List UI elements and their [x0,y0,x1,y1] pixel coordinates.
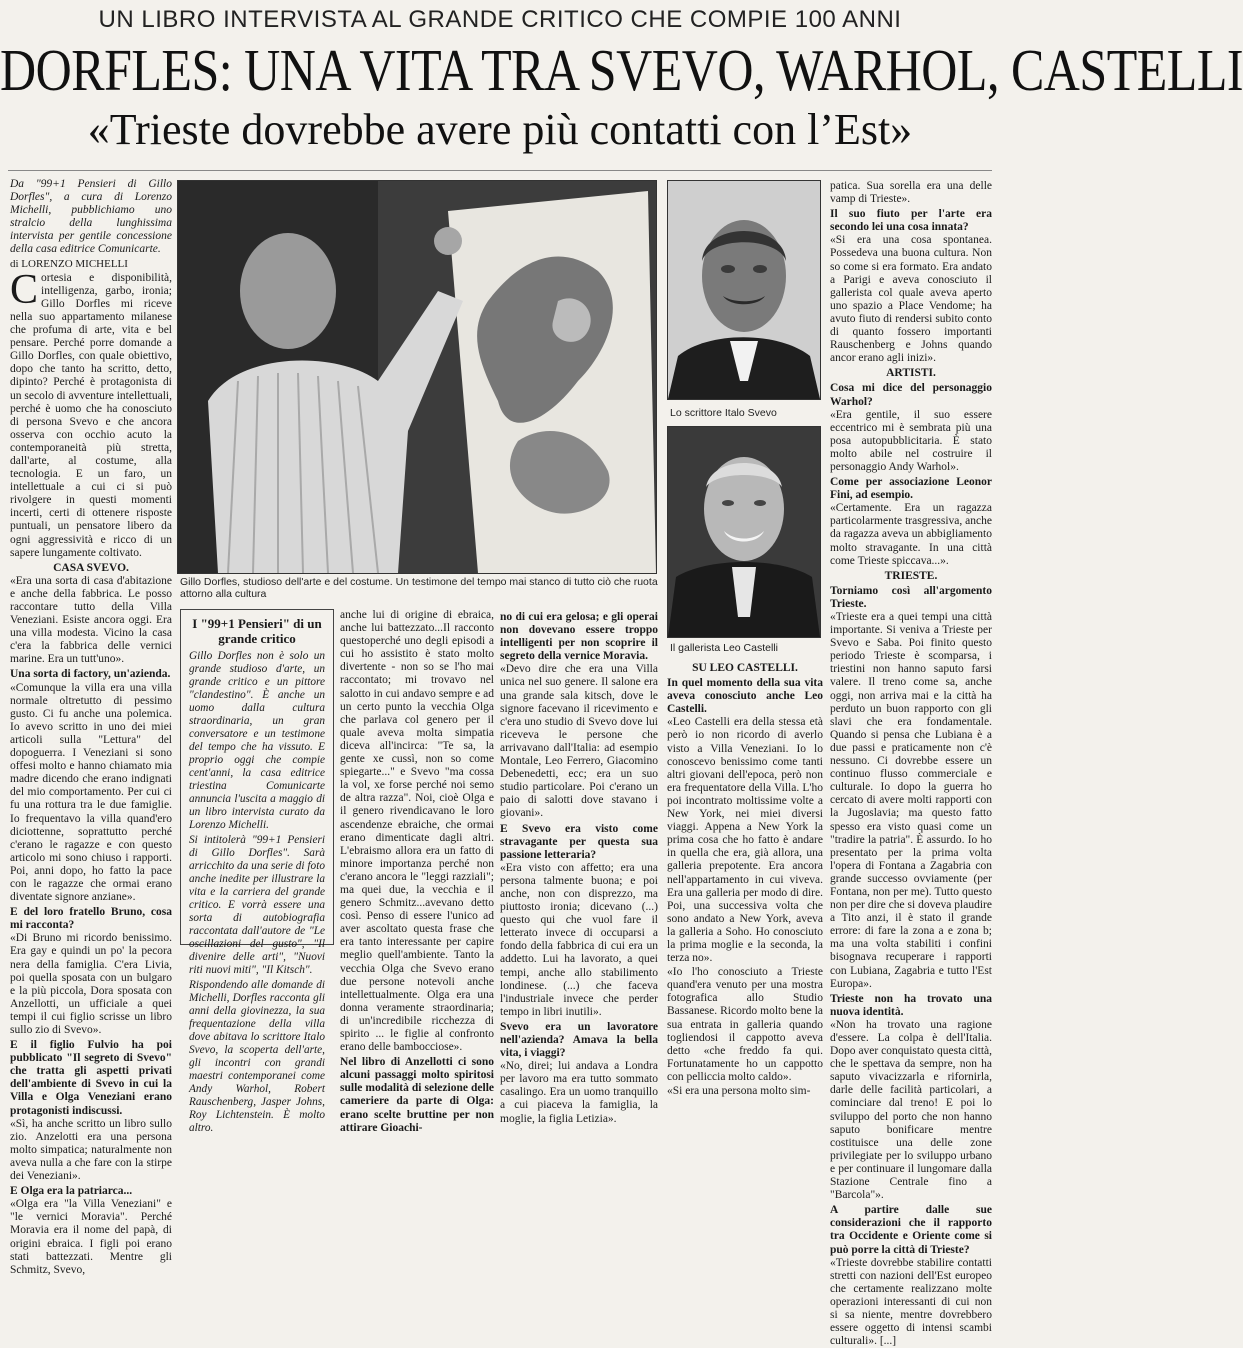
question: E del loro fratello Bruno, cosa mi racconta? [10,906,172,932]
main-photo [177,180,657,574]
box-paragraph: Rispondendo alle domande di Michelli, Dorfles racconta gli anni della giovinezza, la sua frequentazione della villa dove abitava lo scrittore Italo Svevo, la scoperta dell'arte, gli incontri con grandi maestri contemporanei come Andy Warhol, Robert Rauschenberg, Jasper Johns, Roy Lichtenstein. È molto altro. [189,979,325,1134]
portrait-italo-svevo [668,181,820,399]
castelli-photo [667,426,821,638]
paragraph: «Trieste dovrebbe stabilire contatti stretti con nazioni dell'Est europeo che certamente realizzano molte operazioni interessanti di cui non si sa niente, mentre dovrebbero essere oggetto di intensi scambi culturali». [...] [830,1256,992,1348]
paragraph: «Olga era "la Villa Veneziani" e "le vernici Moravia". Perché Moravia era il nome del papà, di origini ebraica. I figli poi erano stati battezzati. Mentre gli Schmitz, Svevo, [10,1198,172,1276]
question: Una sorta di factory, un'azienda. [10,668,171,681]
paragraph: «Si era una cosa spontanea. Possedeva una buona cultura. Non so come si era formato. Era andato a Parigi e aveva conosciuto il gallerista col quale aveva aperto uno spazio a Place Vendome; ha avuto fiuto di rendersi subito conto di quanto fossero importanti Rauschenberg e Johns quando ancor erano agli inizi». [830,234,992,365]
column-1 [10,178,172,1276]
section-heading: TRIESTE. [884,569,938,582]
question: Trieste non ha trovato una nuova identità. [830,992,992,1018]
svevo-photo [667,180,821,400]
paragraph: «Devo dire che era una Villa unica nel suo genere. Il salone era una grande sala kitsch, dove le signore facevano il ricevimento e c'era uno studio di Svevo dove lui riceveva le persone che arrivavano dall'Italia: ad esempio Montale, Leo Ferrero, Giacomino Debenedetti, ecc; era un suo studio particolare. Poi c'erano un paio di salotti dove stavano i giovani». [500,663,658,820]
headline: DORFLES: UNA VITA TRA SVEVO, WARHOL, CASTELLI [0,36,1243,103]
question: Come per associazione Leonor Fini, ad esempio. [830,476,992,502]
question: Cosa mi dice del personaggio Warhol? [830,382,992,408]
paragraph: patica. Sua sorella era una delle vamp di Trieste». [830,180,992,206]
svevo-caption: Lo scrittore Italo Svevo [670,407,777,419]
question: no di cui era gelosa; e gli operai non dovevano essere troppo intelligenti per non scoprire il segreto della vernice Moravia. [500,611,658,663]
paragraph: «Era visto con affetto; era una persona talmente buona; e poi anche, non con disprezzo, ma piuttosto ironia; dicevano (...) questo qui che vuol fare il letterato invece di occuparsi a fondo della fabbrica di cui era un addetto. Lui ha lavorato, a quei tempi, anche allo stabilimento londinese. (...) che faceva l'industriale invece che perder tempo in libri inutili». [500,861,658,1018]
section-heading: CASA SVEVO. [53,561,129,574]
question: In quel momento della sua vita aveva conosciuto anche Leo Castelli. [667,677,823,716]
paragraph: anche lui di origine di ebraica, anche lui battezzato...Il racconto questoperché uno degli episodi a cui ho assistito è stato molto divertente - non so se l'ho mai raccontato; mi trovavo nel salotto in cui andavo sempre e ad un certo punto la vecchia Olga che parlava col genero per il quale aveva molta simpatia diceva all'incirca: "Te sa, la gente xe cussì, non so come spiegarte..." e Svevo "ma cossa la vol, xe forse perché noi semo de altra razza". Noi, cioè Olga e il genero rivendicavano le loro ascendenze ebraiche, che ormai erano dimenticate dagli altri. L'ebraismo allora era un fatto di minore importanza perché non c'erano ancora le "leggi razziali"; ma quei due, la vecchia e il genero Schmitz...avevano detto così. Penso di essere l'unico ad aver ascoltato questa frase che era tanto interessante per capire meglio quell'ambiente. Tanto la vecchia Olga che Svevo erano due persone notevoli anche intellettualmente. Olga era una donna veramente straordinaria; di un'incredibile ricchezza di spirito ... le figlie al confronto erano delle bambocciose». [340,609,494,1054]
section-heading: ARTISTI. [886,367,936,380]
byline: di LORENZO MICHELLI [10,257,128,270]
lead-paragraph: Cortesia e disponibilità, intelligenza, garbo, ironia; Gillo Dorfles mi riceve nella suo appartamento milanese che profuma di arte, vita e bel pensare. Perché porre domande a Gillo Dorfles, con quale obiettivo, dopo che tanto ha scritto, detto, dipinto? Perché è protagonista di un secolo di avventure intellettuali, perché è uomo che ha conosciuto di persona Svevo e che ancora osserva con occhio acuto la contemporaneità più stretta, dall'arte, al costume, alla tecnologia. E un faro, un intellettuale a cui ci si può rivolgere in questi momenti incerti, certi di ottenere risposte puntuali, un pensatore libero da ogni aggressività e ricco di un sapere lungamente coltivato. [10,266,172,559]
question: Il suo fiuto per l'arte era secondo lei una cosa innata? [830,208,992,234]
portrait-leo-castelli [668,427,820,637]
column-4 [500,609,658,1125]
subhead: «Trieste dovrebbe avere più contatti con l’Est» [87,105,913,154]
question: E Svevo era visto come stravagante per questa sua passione letteraria? [500,822,658,861]
intro-text: Da "99+1 Pensieri di Gillo Dorfles", a cura di Lorenzo Michelli, pubblichiamo uno stralcio della lunghissima intervista per gentile concessione della casa editrice Comunicarte. [10,178,172,256]
section-heading: SU LEO CASTELLI. [692,662,798,674]
dropcap: C [10,266,39,313]
paragraph: «Comunque la villa era una villa normale oltretutto di pessimo gusto. Ci fu anche una polemica. Io avevo scritto in uno dei miei articoli sulla "Lettura" del dopoguerra. I Veneziani si sono offesi molto e hanno chiamato mia madre dicendo che erano indignati del mio comportamento. Per cui ci fu una rottura tra le due famiglie. Io frequentavo la villa quand'ero diciottenne, soprattutto perché c'erano le ragazze e con questo articolo mi sono chiuso i rapporti. Poi, anni dopo, ho fatto la pace con le ragazze che ormai erano diventate signore anziane». [10,681,172,904]
paragraph: «Era gentile, il suo essere eccentrico mi è sembrata più una posa autopubblicitaria. È stato molto abile nel costruire il personaggio Andy Warhol». [830,408,992,473]
paragraph: «Sì, ha anche scritto un libro sullo zio. Anzelotti era una persona molto simpatica; naturalmente non aveva nulla a che fare con la stirpe dei Veneziani». [10,1117,172,1183]
book-info-box [180,609,334,1134]
column-6 [830,180,992,1348]
kicker: UN LIBRO INTERVISTA AL GRANDE CRITICO CHE COMPIE 100 ANNI [98,6,902,33]
paragraph: «Era una sorta di casa d'abitazione e anche della fabbrica. Le posso raccontare tutto della Villa Veneziani. Esiste ancora oggi. Era una villa modesta. Vicino la casa c'era la fabbrica delle vernici marine. Era un tutt'uno». [10,574,172,666]
photo-dorfles-with-painting [178,181,656,573]
question: A partire dalle sue considerazioni che il rapporto tra Occidente e Oriente come si può porre la città di Trieste? [830,1204,992,1256]
header-rule [8,170,992,171]
paragraph: «Si era una persona molto sim- [667,1085,811,1097]
box-paragraph: Si intitolerà "99+1 Pensieri di Gillo Dorfles". Sarà arricchito da una serie di foto anche inedite per illustrare la vita e la carriera del grande critico. E vorrà essere una sorta di autobiografia raccontata dall'autore de "Le oscillazioni del gusto", "Il divenire delle arti", "Nuovi riti nuovi miti", "Il Kitsch". [189,834,325,976]
column-5 [667,660,823,1097]
paragraph: «Di Bruno mi ricordo benissimo. Era gay e quindi un po' la pecora nera della famiglia. C'era Livia, poi quella sposata con un bulgaro e la più piccola, Dora sposata con Anzellotti, un ufficiale a quei tempi il cui figlio scrisse un libro sullo zio di Svevo». [10,932,172,1036]
paragraph: «Io l'ho conosciuto a Trieste quand'era venuto per una mostra fotografica allo Studio Bassanese. Ricordo molto bene la sua entrata in galleria quando togliendosi il cappotto aveva detto «che freddo fa qui. Fortunatamente ho un cappotto con pelliccia molto caldo». [667,966,823,1083]
paragraph: «Leo Castelli era della stessa età però io non ricordo di averlo visto a Villa Veneziani. Io lo conoscevo benissimo come tanti altri giovani dell'epoca, però non era frequentatore della Villa. L'ho poi incontrato moltissime volte a New York, nei miei diversi viaggi. Appena a New York la prima cosa che ho fatto è andare in quella che era, già allora, una galleria prepotente. Era ancora nell'appartamento in cui viveva. Era una galleria per modo di dire. Poi, una successiva volta che sono andato a New York, aveva la galleria a Soho. Ho conosciuto la prima moglie e la seconda, la terza no». [667,716,823,965]
question: E il figlio Fulvio ha poi pubblicato "Il segreto di Svevo" che tratta gli aspetti privati dell'ambiente di Svevo in cui la Villa e Olga Veneziani erano protagonisti indiscussi. [10,1039,172,1117]
paragraph: «Non ha trovato una ragione d'essere. La colpa è dell'Italia. Dopo aver conquistato questa città, che le spettava da sempre, non ha saputo vivacizzarla e rifornirla, darle delle facilità particolari, a cominciare dal treno! E poi lo sviluppo del porto che non hanno saputo bonificare mentre costituisce una delle zone privilegiate per lo sviluppo urbano e per continuare il lungomare dalla Stazione Centrale fino a "Barcola"». [830,1018,992,1202]
paragraph: «Trieste era a quei tempi una città importante. Si veniva a Trieste per Svevo e Saba. Poi finito questo periodo Trieste è scomparsa, i triestini non hanno saputo farsi valere. Il treno come sa, anche oggi, non arriva mai e la città ha perduto un buon rapporto con gli slavi che era fondamentale. Quando si pensa che Lubiana è a due passi e praticamente non c'è nessuno. Ci dovrebbe essere un continuo flusso commerciale e culturale. Io dopo la guerra ho cercato di avere molti rapporti con la Jugoslavia; ma questo fatto spesso era visto quasi come un "tradire la patria". È assurdo. Io ho presentato per la prima volta l'opera di Fontana a Zagabria con grande successo ovviamente (per Fontana, non per me). Tutto questo non per dire che si doveva plaudire a Tito anzi, il è stato il grande errore: di fare la zona a e zona b; ma una volta stabiliti i confini bisognava recuperare i rapporti con Lubiana, Zagabria e tutto l'Est Europa». [830,611,992,990]
main-photo-caption: Gillo Dorfles, studioso dell'arte e del costume. Un testimone del tempo mai stanco di tutto ciò che ruota attorno alla cultura [180,576,658,600]
paragraph: «No, direi; lui andava a Londra per lavoro ma era tutto sommato casalingo. Era un uomo tranquillo a cui piaceva la famiglia, la moglie, la figlia Letizia». [500,1060,658,1125]
box-paragraph: Gillo Dorfles non è solo un grande studioso d'arte, un grande critico e un pittore "clandestino". È anche un uomo dalla cultura straordinaria, un gran conversatore e un testimone del tempo che ha vissuto. E proprio oggi che compie cent'anni, la casa editrice triestina Comunicarte annuncia l'uscita a maggio di un libro intervista curato da Lorenzo Michelli. [189,650,325,831]
column-3 [340,609,494,1134]
castelli-caption: Il gallerista Leo Castelli [670,642,778,654]
question: Nel libro di Anzellotti ci sono alcuni passaggi molto spiritosi sulle modalità di selezione delle cameriere da parte di Olga: erano scelte bruttine per non attirare Gioachi- [340,1056,494,1134]
question: Svevo era un lavoratore nell'azienda? Amava la bella vita, i viaggi? [500,1020,658,1060]
box-title: I "99+1 Pensieri" di un grande critico [192,616,322,646]
paragraph: «Certamente. Era un ragazza particolarmente trasgressiva, anche da ragazza aveva un abbigliamento molto stravagante. In una città come Trieste spiccava...». [830,502,992,567]
question: E Olga era la patriarca... [10,1185,133,1198]
question: Torniamo così all'argomento Trieste. [830,584,992,610]
